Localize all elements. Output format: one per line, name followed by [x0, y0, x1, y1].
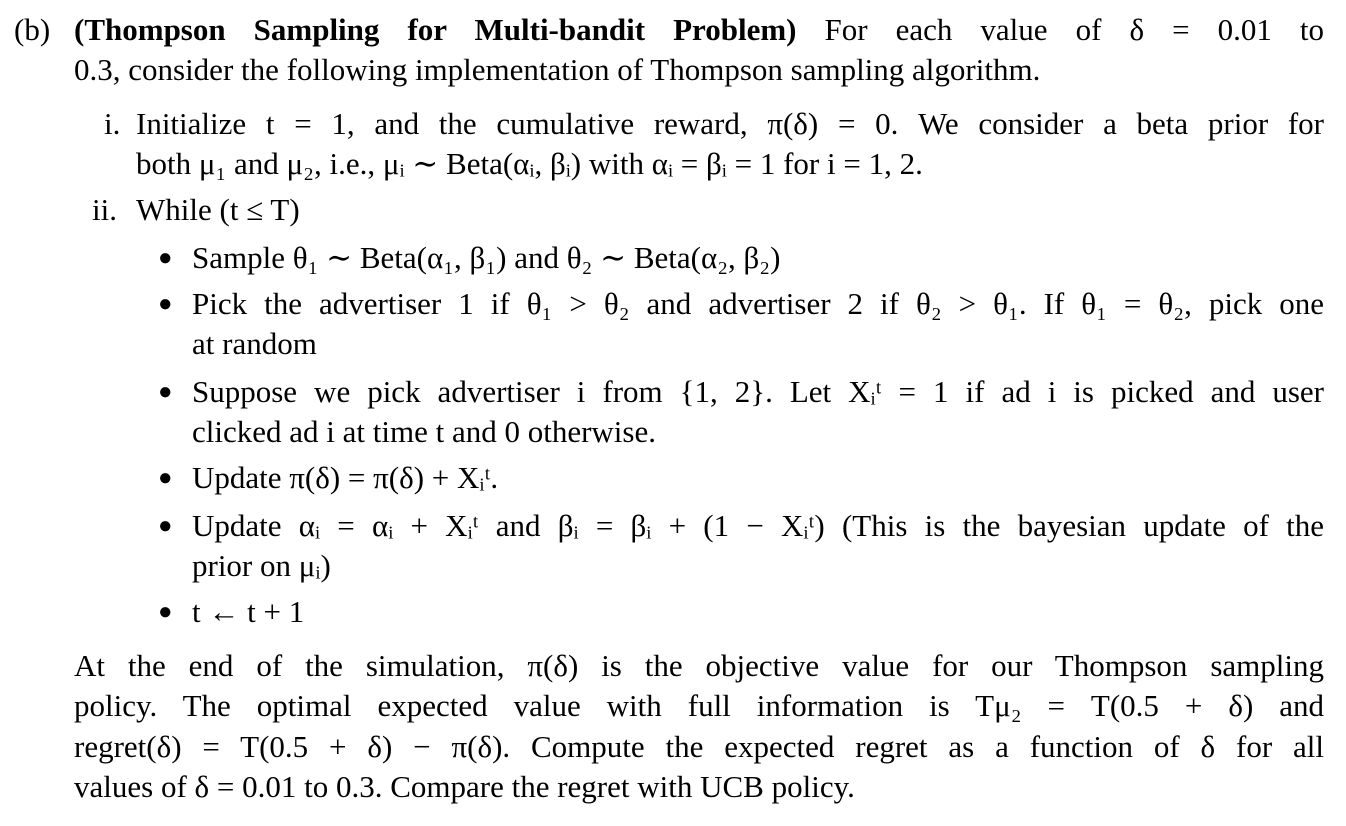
problem-intro-line2: 0.3, consider the following implementation of Thompson sampling algorithm. [74, 52, 1041, 87]
problem-title: (Thompson Sampling for Multi-bandit Problem) [74, 12, 797, 47]
conclusion-line3: regret(δ) = T(0.5 + δ) − π(δ). Compute the expected regret as a function of δ for all [74, 729, 1324, 764]
conclusion-line1: At the end of the simulation, π(δ) is the objective value for our Thompson sampling [74, 648, 1324, 683]
bullet-3-line1: Suppose we pick advertiser i from {1, 2}. Let Xᵢᵗ = 1 if ad i is picked and user [192, 374, 1324, 409]
step-i-line2: both μ₁ and μ₂, i.e., μᵢ ∼ Beta(αᵢ, βᵢ) with αᵢ = βᵢ = 1 for i = 1, 2. [136, 146, 923, 181]
conclusion-line2: policy. The optimal expected value with full information is Tμ₂ = T(0.5 + δ) and [74, 688, 1324, 723]
step-i-line1: Initialize t = 1, and the cumulative reward, π(δ) = 0. We consider a beta prior for [136, 106, 1324, 141]
problem-label: (b) [14, 12, 51, 47]
bullet-4-line1: Update π(δ) = π(δ) + Xᵢᵗ. [192, 460, 499, 495]
bullet-dot: ● [158, 599, 173, 625]
bullet-5-line2: prior on μᵢ) [192, 548, 331, 583]
bullet-dot: ● [158, 379, 173, 405]
problem-intro-line1 [74, 10, 1324, 50]
bullet-dot: ● [158, 465, 173, 491]
bullet-5-line1: Update αᵢ = αᵢ + Xᵢᵗ and βᵢ = βᵢ + (1 − Xᵢᵗ) (This is the bayesian update of the [192, 508, 1324, 543]
bullet-1-line1: Sample θ₁ ∼ Beta(α₁, β₁) and θ₂ ∼ Beta(α₂, β₂) [192, 240, 781, 275]
bullet-dot: ● [158, 513, 173, 539]
bullet-6-line1: t ← t + 1 [192, 594, 305, 629]
bullet-dot: ● [158, 291, 173, 317]
step-i-label: i. [104, 106, 121, 141]
bullet-2-line2: at random [192, 326, 317, 361]
bullet-3-line2: clicked ad i at time t and 0 otherwise. [192, 414, 656, 449]
conclusion-line4: values of δ = 0.01 to 0.3. Compare the regret with UCB policy. [74, 769, 855, 804]
bullet-2-line1: Pick the advertiser 1 if θ₁ > θ₂ and advertiser 2 if θ₂ > θ₁. If θ₁ = θ₂, pick one [192, 286, 1324, 321]
step-ii-line1: While (t ≤ T) [136, 192, 300, 227]
problem-intro-rest: For each value of δ = 0.01 to [824, 12, 1325, 47]
step-ii-label: ii. [92, 192, 117, 227]
bullet-dot: ● [158, 245, 173, 271]
